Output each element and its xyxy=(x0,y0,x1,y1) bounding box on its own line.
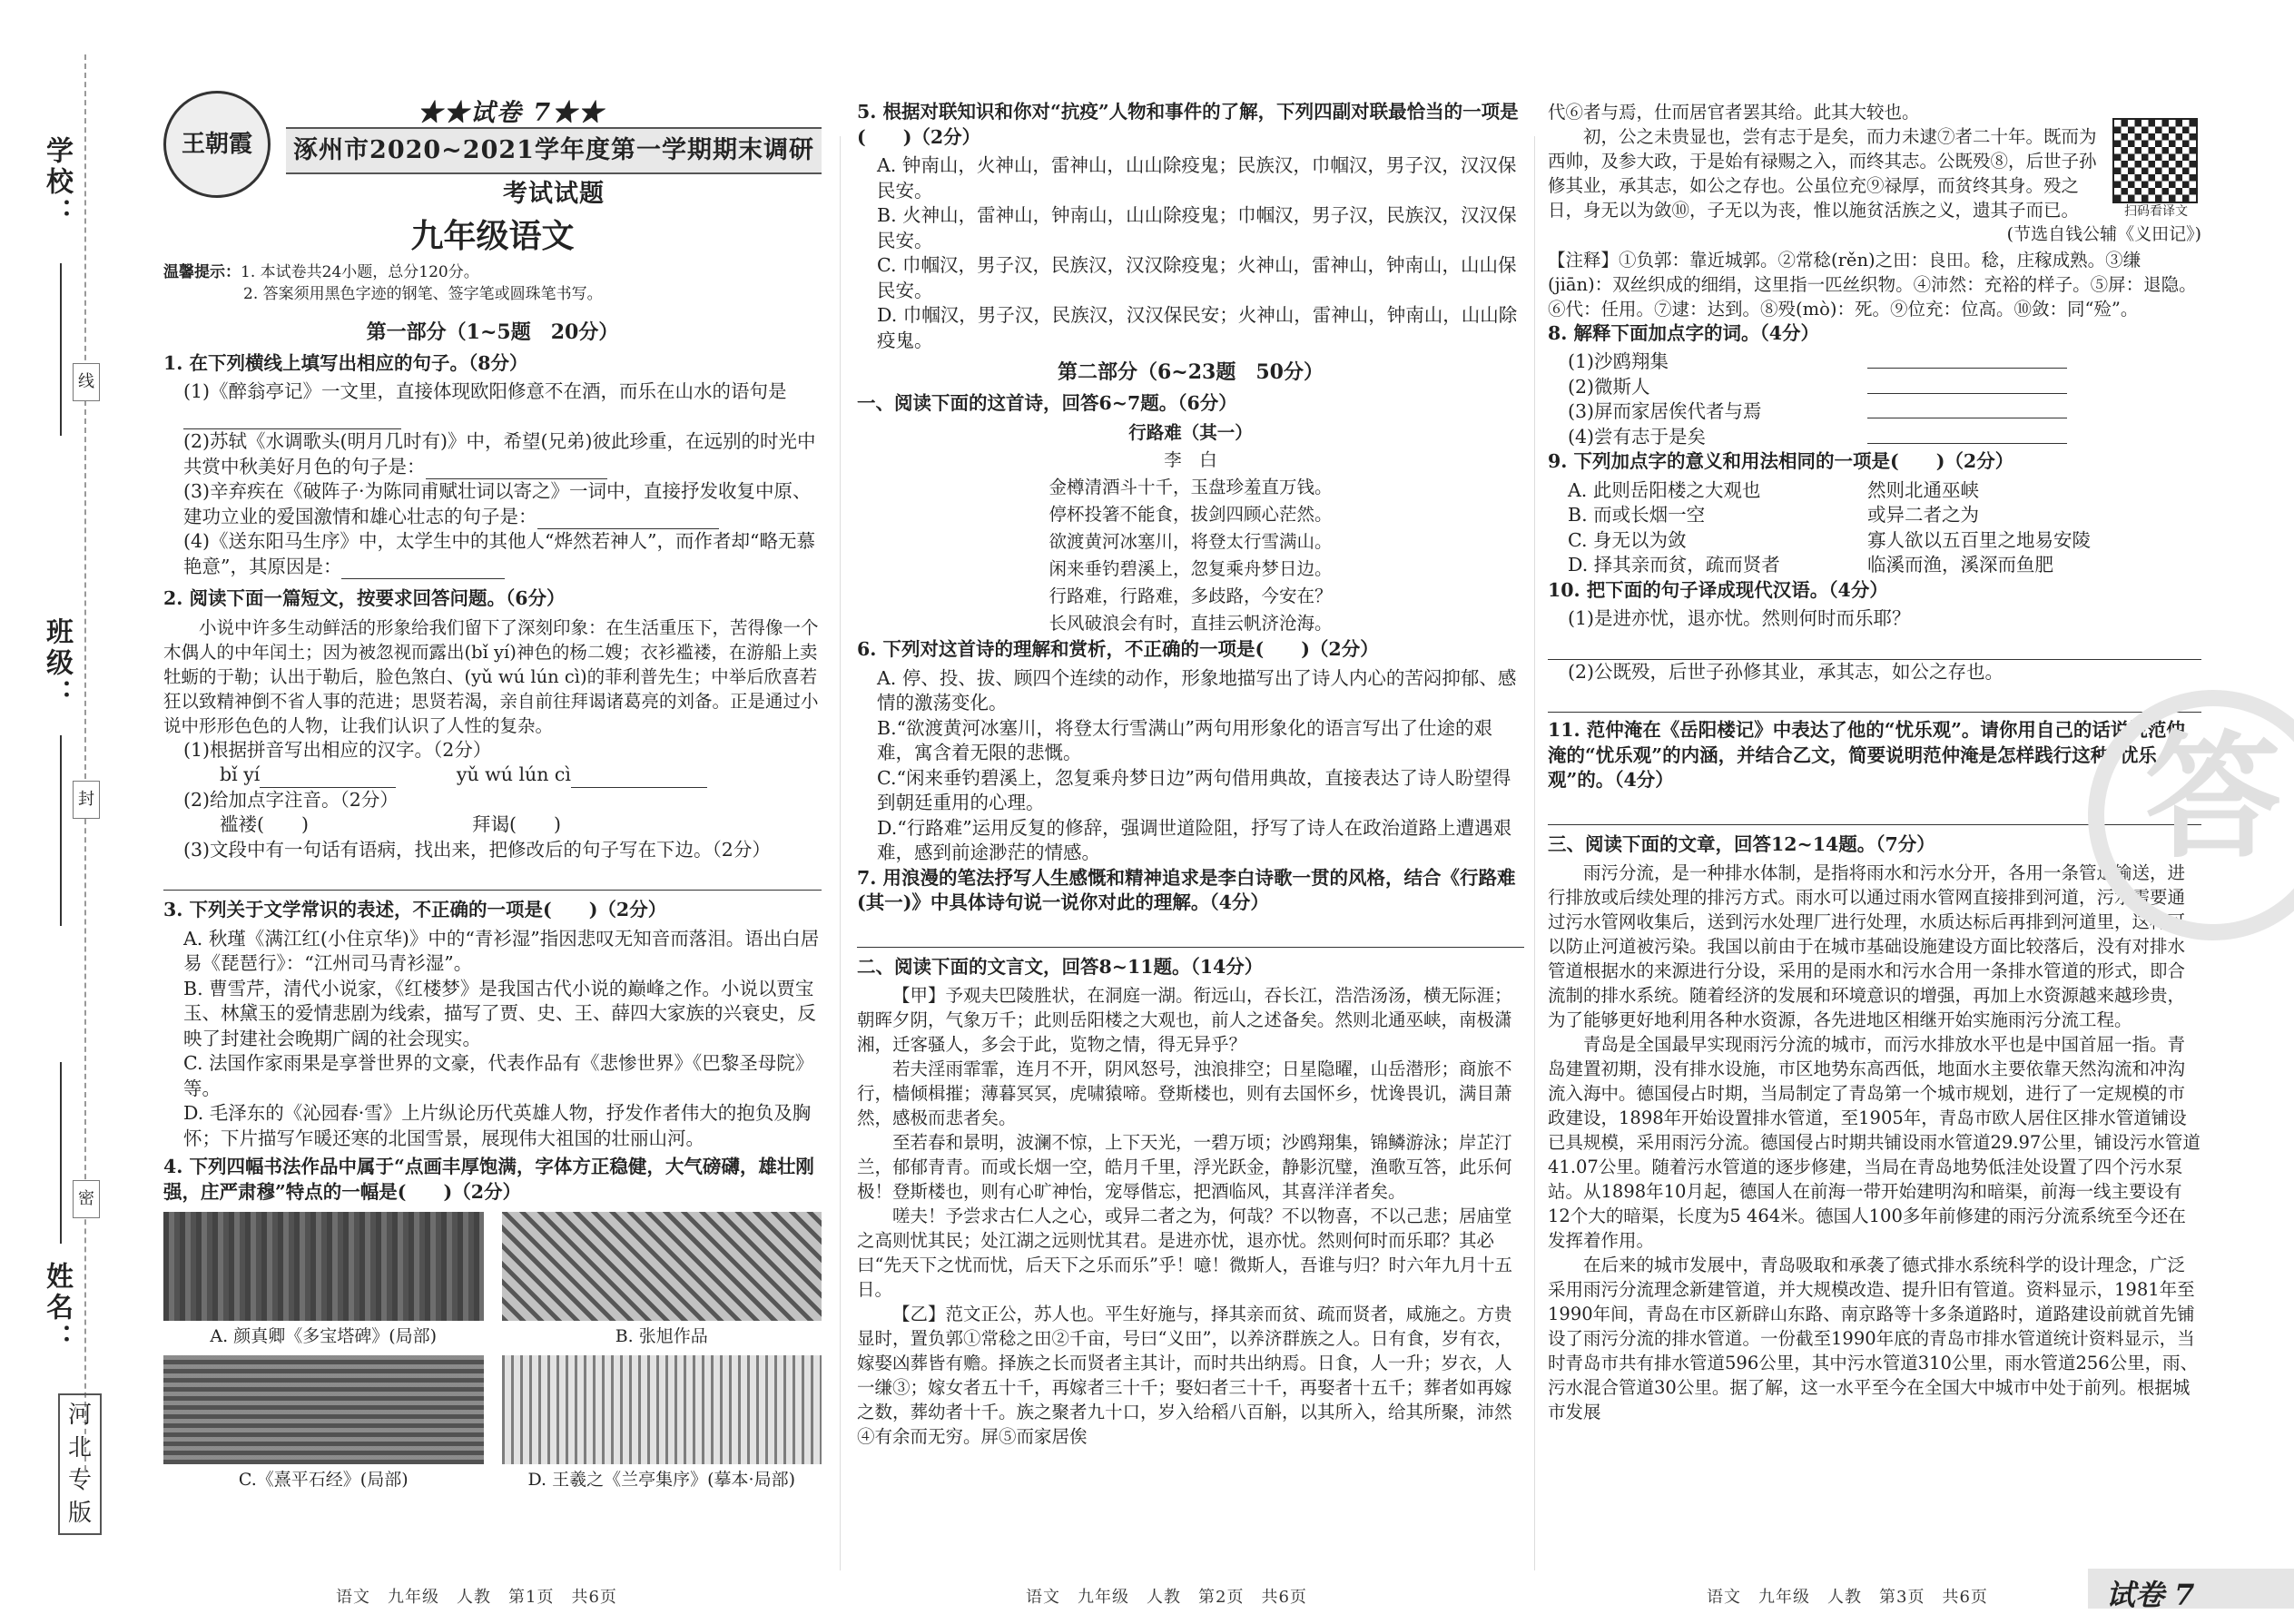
part2-heading: 第二部分（6~23题 50分） xyxy=(1058,360,1324,384)
binding-margin xyxy=(0,0,107,1624)
section2-heading: 二、阅读下面的文言文，回答8~11题。（14分） xyxy=(857,955,1264,978)
cut-line xyxy=(84,54,86,1471)
q3-option-b: B. 曹雪芹，清代小说家，《红楼梦》是我国古代小说的巅峰之作。小说以贾宝玉、林黛玉的爱情悲剧为线索，描写了贾、史、王、薛四大家族的兴衰史，反映了封建社会晚期广阔的社会现实。 xyxy=(183,977,816,1049)
q6-option-a: A. 停、投、拔、顾四个连续的动作，形象地描写出了诗人内心的苦闷抑郁、感情的激荡变化。 xyxy=(877,666,1517,714)
poem-line: 金樽清酒斗十千，玉盘珍羞直万钱。 xyxy=(1049,477,1333,497)
publisher-logo xyxy=(163,91,271,198)
school-field[interactable] xyxy=(60,263,62,436)
calligraphy-c: C.《熹平石经》(局部) xyxy=(163,1355,484,1493)
seal-mark-line: 线 xyxy=(73,363,100,401)
q9-option: D. 择其亲而贫，疏而贤者 临溪而渔，溪深而鱼肥 xyxy=(1568,554,2053,576)
seal-mark-secret: 密 xyxy=(73,1180,100,1218)
q10-item: (2)公既殁，后世子孙修其业，承其志，如公之存也。 xyxy=(1568,660,2004,683)
q3-option-a: A. 秋瑾《满江红(小住京华)》中的“青衫湿”指因悲叹无知音而落泪。语出白居易《琵琶行》：“江州司马青衫湿”。 xyxy=(183,927,820,974)
tip-1: 1. 本试卷共24小题，总分120分。 xyxy=(241,263,479,281)
q6-option-b: B.“欲渡黄河冰塞川，将登太行雪满山”两句用形象化的语言写出了仕途的艰难，寓含着无限的悲慨。 xyxy=(877,716,1493,763)
answer-line[interactable] xyxy=(260,769,396,788)
q6-option-c: C.“闲来垂钓碧溪上，忽复乘舟梦日边”两句借用典故，直接表达了诗人盼望得到朝廷重用的心理。 xyxy=(877,766,1511,813)
q2-sub2: (2)给加点字注音。（2分） xyxy=(183,788,399,811)
tips xyxy=(163,261,822,305)
poem-line: 闲来垂钓碧溪上，忽复乘舟梦日边。 xyxy=(1049,558,1333,579)
q5-option-c: C. 巾帼汉，男子汉，民族汉，汉汉除疫鬼；火神山，雷神山，钟南山，山山保民安。 xyxy=(877,254,1517,301)
section3-heading: 三、阅读下面的文章，回答12~14题。（7分） xyxy=(1548,832,1935,855)
page-footer-3: 语文 九年级 人教 第3页 共6页 xyxy=(1707,1588,1988,1607)
calligraphy-grid xyxy=(163,1212,822,1492)
poem-line: 行路难，行路难，多歧路，今安在？ xyxy=(1049,586,1333,606)
q5-option-a: A. 钟南山，火神山，雷神山，山山除疫鬼；民族汉，巾帼汉，男子汉，汉汉保民安。 xyxy=(877,154,1517,202)
q3-option-c: C. 法国作家雨果是享誉世界的文豪，代表作品有《悲惨世界》《巴黎圣母院》等。 xyxy=(183,1052,814,1099)
q2-sub1: (1)根据拼音写出相应的汉字。（2分） xyxy=(183,738,492,761)
exam-header xyxy=(163,91,822,208)
q2-pinyin-row: bǐ yí yǔ wú lún cì xyxy=(163,763,822,788)
class-field[interactable] xyxy=(60,735,62,926)
tip-label: 温馨提示： xyxy=(163,263,241,281)
poem-line: 欲渡黄河冰塞川，将登太行雪满山。 xyxy=(1049,531,1333,552)
answer-line[interactable] xyxy=(183,410,401,429)
q3-option-d: D. 毛泽东的《沁园春·雪》上片纵论历代英雄人物，抒发作者伟大的抱负及胸怀；下片描写乍暖还寒的北国雪景，展现伟大祖国的壮丽山河。 xyxy=(183,1102,812,1149)
q10-item: (1)是进亦忧，退亦忧。然则何时而乐耶？ xyxy=(1568,607,1911,629)
q9-option: C. 身无以为敛 寡人欲以五百里之地易安陵 xyxy=(1568,528,2091,551)
paper-number-badge: ★★试卷 7★★ xyxy=(418,99,605,127)
logo-text: 王朝霞 xyxy=(181,131,252,158)
yi-continued: 代⑥者与焉，仕而居官者罢其给。此其大较也。 xyxy=(1548,102,1920,123)
poem-title: 行路难（其一） xyxy=(1128,422,1253,443)
notes: 【注释】①负郭：靠近城郭。②常稔(rěn)之田：良田。稔，庄稼成熟。③缣(jiān)：双丝织成的细绢，这里指一匹丝织物。④沛然：充裕的样子。⑤屏：退隐。⑥代：任用。⑦逮：达到。⑧殁(mò)：死。⑨位充：位高。⑩敛：同“殓”。 xyxy=(1548,249,2197,320)
calligraphy-d: D. 王羲之《兰亭集序》(摹本·局部) xyxy=(502,1355,822,1493)
article-paragraph: 雨污分流，是一种排水体制，是指将雨水和污水分开，各用一条管道输送，进行排放或后续处理的排污方式。雨水可以通过雨水管网直接排到河道，污水需要通过污水管网收集后，送到污水处理厂进行处理，水质达标后再排到河道里，这样可以防止河道被污染。我国以前由于在城市基础设施建设方面比较落后，没有对排水管道根据水的来源进行分设，采用的是雨水和污水合用一条排水管道的形式，即合流制的排水系统。随着经济的发展和环境意识的增强，再加上水资源越来越珍贵，为了能够更好地利用各种水资源，各先进地区相继开始实施雨污分流工程。 xyxy=(1548,862,2186,1030)
answer-line[interactable] xyxy=(1867,425,2067,444)
column-divider xyxy=(1534,136,1535,1570)
q10-stem: 10. 把下面的句子译成现代汉语。（4分） xyxy=(1548,578,1888,601)
paper-number-corner: 试卷 7 xyxy=(2106,1578,2195,1612)
jia-paragraph: 至若春和景明，波澜不惊，上下天光，一碧万顷；沙鸥翔集，锦鳞游泳；岸芷汀兰，郁郁青青。而或长烟一空，皓月千里，浮光跃金，静影沉璧，渔歌互答，此乐何极！登斯楼也，则有心旷神怡，宠辱偕忘，把酒临风，其喜洋洋者矣。 xyxy=(857,1132,1512,1202)
calligraphy-image xyxy=(502,1212,822,1321)
calligraphy-image xyxy=(163,1212,484,1321)
poem-line: 停杯投箸不能食，拔剑四顾心茫然。 xyxy=(1049,504,1333,525)
article-paragraph: 青岛是全国最早实现雨污分流的城市，而污水排放水平也是中国首屈一指。青岛建置初期，没有排水设施，市区地势东高西低，地面水主要依靠天然沟流和冲沟流入海中。德国侵占时期，当局制定了青岛第一个城市规划，进行了一定规模的市政建设，1898年开始设置排水管道，至1905年，青岛市欧人居住区排水管道铺设已具规模，采用雨污分流。德国侵占时期共铺设雨水管道29.97公里，铺设污水管道41.07公里。随着污水管道的逐步修建，当局在青岛地势低洼处设置了四个污水泵站。从1898年10月起，德国人在前海一带开始建明沟和暗渠，前海一线主要设有12个大的暗渠，长度为5 464米。德国人100多年前修建的雨污分流系统至今还在发挥着作用。 xyxy=(1548,1034,2200,1251)
q8-item: (2)微斯人 xyxy=(1548,375,2201,400)
answer-line[interactable] xyxy=(571,769,707,788)
jia-paragraph: 嗟夫！予尝求古仁人之心，或异二者之为，何哉？不以物喜，不以己悲；居庙堂之高则忧其民；处江湖之远则忧其君。是进亦忧，退亦忧。然则何时而乐耶？其必曰“先天下之忧而忧，后天下之乐而乐”乎！噫！微斯人，吾谁与归？时六年九月十五日。 xyxy=(857,1206,1512,1300)
qr-caption: 扫码看译文 xyxy=(2124,204,2188,219)
q8-item: (1)沙鸥翔集 xyxy=(1548,349,2201,375)
q1-item-4: (4)《送东阳马生序》中，太学生中的其他人“烨然若神人”，而作者却“略无慕艳意”，其原因是： xyxy=(163,529,822,579)
jia-paragraph: 【甲】予观夫巴陵胜状，在洞庭一湖。衔远山，吞长江，浩浩汤汤，横无际涯；朝晖夕阴，气象万千；此则岳阳楼之大观也，前人之述备矣。然则北通巫峡，南极潇湘，迁客骚人，多会于此，览物之情，得无异乎？ xyxy=(857,985,1512,1055)
q8-item: (3)屏而家居俟代者与焉 xyxy=(1548,399,2201,425)
article-paragraph: 在后来的城市发展中，青岛吸取和承袭了德式排水系统科学的设计理念，广泛采用雨污分流理念新建管道，并大规模改造、提升旧有管道。资料显示，1981年至1990年间，青岛在市区新辟山东路、南京路等十多条道路时，道路建设前就首先铺设了雨污分流的排水管道。一份截至1990年底的青岛市排水管道统计资料显示，当时青岛市共有排水管道596公里，其中污水管道310公里，雨水管道256公里，雨、污水混合管道30公里。据了解，这一水平至今在全国大中城市中处于前列。根据城市发展 xyxy=(1548,1255,2199,1422)
section1-heading: 一、阅读下面的这首诗，回答6~7题。（6分） xyxy=(857,391,1237,414)
q1-stem: 1. 在下列横线上填写出相应的句子。（8分） xyxy=(163,351,528,374)
answer-line[interactable] xyxy=(1867,349,2067,369)
yi-source: (节选自钱公辅《义田记》) xyxy=(2006,224,2201,244)
column-2 xyxy=(857,100,1524,1449)
part1-heading: 第一部分（1~5题 20分） xyxy=(366,320,619,344)
q6-stem: 6. 下列对这首诗的理解和赏析，不正确的一项是( )（2分） xyxy=(857,638,1379,660)
region-badge: 河北专版 xyxy=(58,1393,102,1535)
yi-continued: 初，公之未贵显也，尝有志于是矣，而力未逮⑦者二十年。既而为西帅，及参大政，于是始有禄赐之入，而终其志。公既殁⑧，后世子孙修其业，承其志，如公之存也。公虽位充⑨禄厚，而贫终其身。殁之日，身无以为敛⑩，子无以为丧，惟以施贫活族之义，遗其子而已。 xyxy=(1548,126,2097,221)
q1-item-3: (3)辛弃疾在《破阵子·为陈同甫赋壮词以寄之》一词中，直接抒发收复中原、建功立业的爱国激情和雄心壮志的句子是： xyxy=(163,479,822,529)
q8-stem: 8. 解释下面加点字的词。（4分） xyxy=(1548,321,1820,344)
answer-line[interactable] xyxy=(163,862,822,891)
q5-option-d: D. 巾帼汉，男子汉，民族汉，汉汉保民安；火神山，雷神山，钟南山，山山除疫鬼。 xyxy=(877,304,1518,351)
q9-option: B. 而或长烟一空 或异二者之为 xyxy=(1568,504,1979,526)
q2-sub3: (3)文段中有一句话有语病，找出来，把修改后的句子写在下边。（2分） xyxy=(183,838,771,861)
calligraphy-image xyxy=(502,1355,822,1464)
q3-stem: 3. 下列关于文学常识的表述，不正确的一项是( )（2分） xyxy=(163,899,667,920)
page-footer-1: 语文 九年级 人教 第1页 共6页 xyxy=(336,1588,617,1607)
q6-option-d: D.“行路难”运用反复的修辞，强调世道险阻，抒写了诗人在政治道路上遭遇艰难，感到前途渺茫的情感。 xyxy=(877,816,1512,863)
answer-line[interactable] xyxy=(537,510,719,529)
calligraphy-image xyxy=(163,1355,484,1464)
watermark-seal: 答 xyxy=(2088,690,2294,940)
q1-item-1: (1)《醉翁亭记》一文里，直接体现欧阳修意不在酒，而乐在山水的语句是 xyxy=(163,379,822,429)
answer-line[interactable] xyxy=(341,560,505,579)
name-label: 姓名： xyxy=(41,1262,73,1354)
q2-zhuyin-row: 褴褛( ) 拜谒( ) xyxy=(220,813,561,835)
q8-item: (4)尝有志于是矣 xyxy=(1548,425,2201,450)
poem-author: 李 白 xyxy=(1164,449,1217,470)
exam-title: 涿州市2020~2021学年度第一学期期末调研考试试题 xyxy=(286,127,822,174)
q4-stem: 4. 下列四幅书法作品中属于“点画丰厚饱满，字体方正稳健，大气磅礴，雄壮刚强，庄严肃穆”特点的一幅是( )（2分） xyxy=(163,1156,814,1203)
q9-stem: 9. 下列加点字的意义和用法相同的一项是( )（2分） xyxy=(1548,450,2014,472)
answer-line[interactable] xyxy=(1548,684,2201,713)
tip-2: 2. 答案须用黑色字迹的钢笔、签字笔或圆珠笔书写。 xyxy=(243,285,603,303)
q2-stem: 2. 阅读下面一篇短文，按要求回答问题。（6分） xyxy=(163,587,566,609)
calligraphy-a: A. 颜真卿《多宝塔碑》(局部) xyxy=(163,1212,484,1350)
answer-line[interactable] xyxy=(1548,632,2201,660)
qr-code[interactable] xyxy=(2112,118,2198,203)
q11-stem: 11. 范仲淹在《岳阳楼记》中表达了他的“忧乐观”。请你用自己的话说说范仲淹的“忧乐观”的内涵，并结合乙文，简要说明范仲淹是怎样践行这种“忧乐观”的。（4分） xyxy=(1548,719,2185,791)
q7-stem: 7. 用浪漫的笔法抒写人生感慨和精神追求是李白诗歌一贯的风格，结合《行路难(其一)》中具体诗句说一说你对此的理解。（4分） xyxy=(857,866,1516,913)
page-footer-2: 语文 九年级 人教 第2页 共6页 xyxy=(1026,1588,1307,1607)
answer-line[interactable] xyxy=(857,920,1524,948)
answer-line[interactable] xyxy=(426,460,607,479)
q1-item-2: (2)苏轼《水调歌头(明月几时有)》中，希望(兄弟)彼此珍重，在远别的时光中共赏中秋美好月色的句子是： xyxy=(163,429,822,479)
column-divider xyxy=(840,136,841,1570)
q9-option: A. 此则岳阳楼之大观也 然则北通巫峡 xyxy=(1568,478,1979,501)
q5-stem: 5. 根据对联知识和你对“抗疫”人物和事件的了解，下列四副对联最恰当的一项是( )（2分） xyxy=(857,101,1519,148)
q5-option-b: B. 火神山，雷神山，钟南山，山山除疫鬼；巾帼汉，男子汉，民族汉，汉汉保民安。 xyxy=(877,204,1517,251)
name-field[interactable] xyxy=(60,1062,62,1244)
calligraphy-b: B. 张旭作品 xyxy=(502,1212,822,1350)
answer-line[interactable] xyxy=(1867,399,2067,418)
seal-mark-seal: 封 xyxy=(73,781,100,819)
subject-title: 九年级语文 xyxy=(410,217,575,255)
poem-line: 长风破浪会有时，直挂云帆济沧海。 xyxy=(1049,613,1333,634)
jia-paragraph: 若夫淫雨霏霏，连月不开，阴风怒号，浊浪排空；日星隐曜，山岳潜形；商旅不行，樯倾楫摧；薄暮冥冥，虎啸猿啼。登斯楼也，则有去国怀乡，忧谗畏讥，满目萧然，感极而悲者矣。 xyxy=(857,1058,1512,1128)
column-1 xyxy=(163,313,822,1492)
school-label: 学校： xyxy=(41,136,73,229)
class-label: 班级： xyxy=(41,617,73,710)
yi-paragraph: 【乙】范文正公，苏人也。平生好施与，择其亲而贫、疏而贤者，咸施之。方贵显时，置负郭①常稔之田②千亩，号曰“义田”，以养济群族之人。日有食，岁有衣，嫁娶凶葬皆有赡。择族之长而贤者主其计，而时共出纳焉。日食，人一升；岁衣，人一缣③；嫁女者五十千，再嫁者三十千；娶妇者三十千，再娶者十五千；葬者如再嫁之数，葬幼者十千。族之聚者九十口，岁入给稻八百斛，以其所入，给其所聚，沛然④有余而无穷。屏⑤而家居俟 xyxy=(857,1304,1512,1447)
answer-line[interactable] xyxy=(1867,375,2067,394)
q2-passage: 小说中许多生动鲜活的形象给我们留下了深刻印象：在生活重压下，苦得像一个木偶人的中年闰土；因为被忽视而露出(bǐ yí)神色的杨二嫂；衣衫褴褛，在游船上卖牡蛎的于勒；认出于勒后，脸色煞白、(yǔ wú lún cì)的菲利普先生；中举后欣喜若狂以致精神倒不省人事的范进；思贤若渴，亲自前往拜谒诸葛亮的刘备。正是通过小说中形形色色的人物，让我们认识了人性的复杂。 xyxy=(163,616,819,736)
